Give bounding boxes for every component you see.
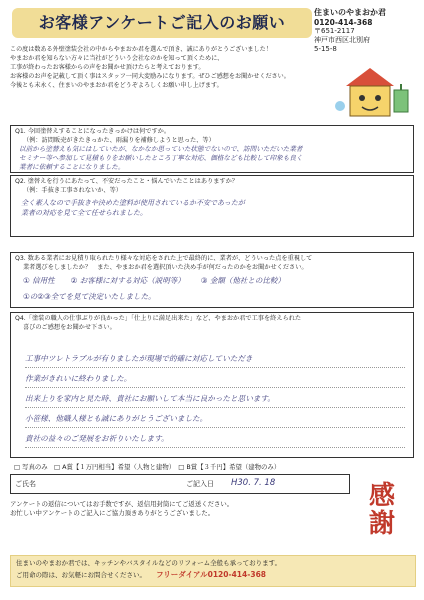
closing-line: お忙しい中アンケートのご記入にご協力頂きありがとうございました。 — [10, 509, 215, 517]
free-dial-number: フリーダイアル0120-414-368 — [156, 570, 267, 579]
answer-rule — [25, 367, 405, 368]
closing-text — [10, 500, 350, 518]
date-label: ご記入日 — [186, 480, 214, 488]
q1-answer-line: 以前から塗替えも気にはしていたが、なかなか思っていた状態でないので、訪問いただいた業者 — [19, 145, 303, 153]
intro-line: やまおか君を知らない方々に当社がどういう会社なのかを知って頂くために、 — [10, 55, 224, 63]
q1-label: Q1. 今回塗替えすることになったきっかけは何ですか。 — [15, 128, 171, 135]
q2-answer — [21, 198, 245, 218]
footer-text — [16, 558, 411, 581]
q2-note: （例：手抜き工事されないか、等） — [23, 186, 122, 194]
q2-box — [10, 175, 414, 237]
intro-line: 今後とも末永く、住まいのやまおか君をどうぞよろしくお願い申し上げます。 — [10, 82, 223, 90]
q4-answer-line: 貴社の益々のご発展をお祈りいたします。 — [25, 434, 169, 443]
company-address: 神戸市西区北別府 — [314, 36, 370, 44]
q3-label: Q3. 数ある業者にお見積り取られたり様々な対応をされた上で最終的に、業者が、どういった点を重視して — [15, 255, 313, 262]
company-name: 住まいのやまおか君 — [314, 8, 386, 17]
footer-line-prefix: ご用命の際は、お気軽にお問合せください。 — [16, 571, 146, 579]
q2-answer-line: 業者の対応を見て全て任せられました。 — [21, 209, 147, 217]
q3-answer: ①の②③全てを見て決定いたしました。 — [23, 292, 156, 301]
intro-text — [10, 45, 322, 90]
answer-rule — [25, 447, 405, 448]
q3-option: ① 信用性 — [23, 276, 55, 285]
signature-row — [10, 474, 350, 494]
q1-note: （例：訪問販売がきたきっかた、雨漏りを補修しようと思った、等） — [23, 136, 215, 144]
q1-answer — [19, 145, 303, 172]
footer-line: 住まいのやまおか君では、キッチンやバスタイルなどのリフォーム全般も承っております。 — [16, 559, 282, 567]
company-postal: 〒651-2117 — [314, 27, 355, 35]
closing-line: アンケートの返信についてはお手数ですが、返信用封筒にてご返送ください。 — [10, 500, 234, 508]
page-title: お客様アンケートご記入のお願い — [38, 13, 286, 32]
answer-rule — [25, 427, 405, 428]
kansha-stamp — [362, 482, 402, 538]
company-info — [314, 8, 414, 54]
company-address2: 5-15-8 — [314, 45, 337, 53]
q4-answer-line: 出来上りを家内と見た時、貴社にお願いして本当に良かったと思います。 — [25, 394, 275, 403]
q4-answer-line: 作業がきれいに終わりました。 — [25, 374, 132, 383]
q1-answer-line: 業者に依頼することになりました。 — [19, 163, 125, 171]
q3-options — [23, 275, 285, 286]
q4-answer — [25, 349, 405, 449]
q4-label: Q4.「塗装の職人の仕事ぶりが良かった」「仕上りに満足出来た」など、やまおか君で工事を終えられた — [15, 315, 302, 322]
intro-line: この度は数ある外壁塗装会社の中からやまおか君を選んで頂き、誠にありがとうございました！ — [10, 46, 272, 53]
q4-answer-line: 小笹様、他職人様とも誠にありがとうございました。 — [25, 414, 208, 423]
q1-box — [10, 125, 414, 173]
company-phone: 0120-414-368 — [314, 18, 373, 27]
mascot-illustration — [332, 62, 416, 120]
q1-answer-line: セミナー等へ参加して見積もりをお願いしたところ丁寧な対応、価格なども比較して印象も良く — [19, 154, 303, 162]
q2-label: Q2. 塗替えを行うにあたって、不安だったこと・悩んでいたことはありますか？ — [15, 178, 238, 185]
q3-option: ③ 金額（他社との比較） — [200, 276, 285, 285]
q4-box — [10, 312, 414, 458]
footer-line2 — [16, 569, 411, 581]
kansha-char: 感 — [368, 481, 395, 511]
q2-answer-line: 全く素人なので手抜きや決めた塗料が使用されているか不安であったが — [21, 199, 245, 207]
photo-options: □ 写真のみ □ A賞【１万円相当】希望（人物と建物） □ B賞【３千円】希望（建物のみ） — [14, 463, 281, 471]
q3-label2: 業者選びをしましたか？ また、やまおか君を選択頂いた決め手が何だったのかをお聞かせください。 — [23, 263, 308, 271]
q3-box — [10, 252, 414, 308]
intro-line: お客様のお声を記載して頂く事はスタッフ一同大変励みになります。ぜひご感想をお聞かせください。 — [10, 73, 290, 81]
date-value: H30. 7. 18 — [231, 478, 276, 488]
q3-option: ② お客様に対する対応（説明等） — [70, 276, 185, 285]
answer-rule — [25, 407, 405, 408]
q4-label2: 喜びのご感想をお聞かせ下さい。 — [23, 323, 116, 331]
name-label: ご氏名 — [15, 480, 36, 488]
intro-line: 工事が終わったお客様からの声をお聞かせ頂けたらと考えております。 — [10, 64, 205, 72]
kansha-char: 謝 — [368, 509, 395, 539]
answer-rule — [25, 387, 405, 388]
q4-answer-line: 工事中ツレトラブルが有りましたが現場で的確に対応していただき — [25, 354, 253, 363]
